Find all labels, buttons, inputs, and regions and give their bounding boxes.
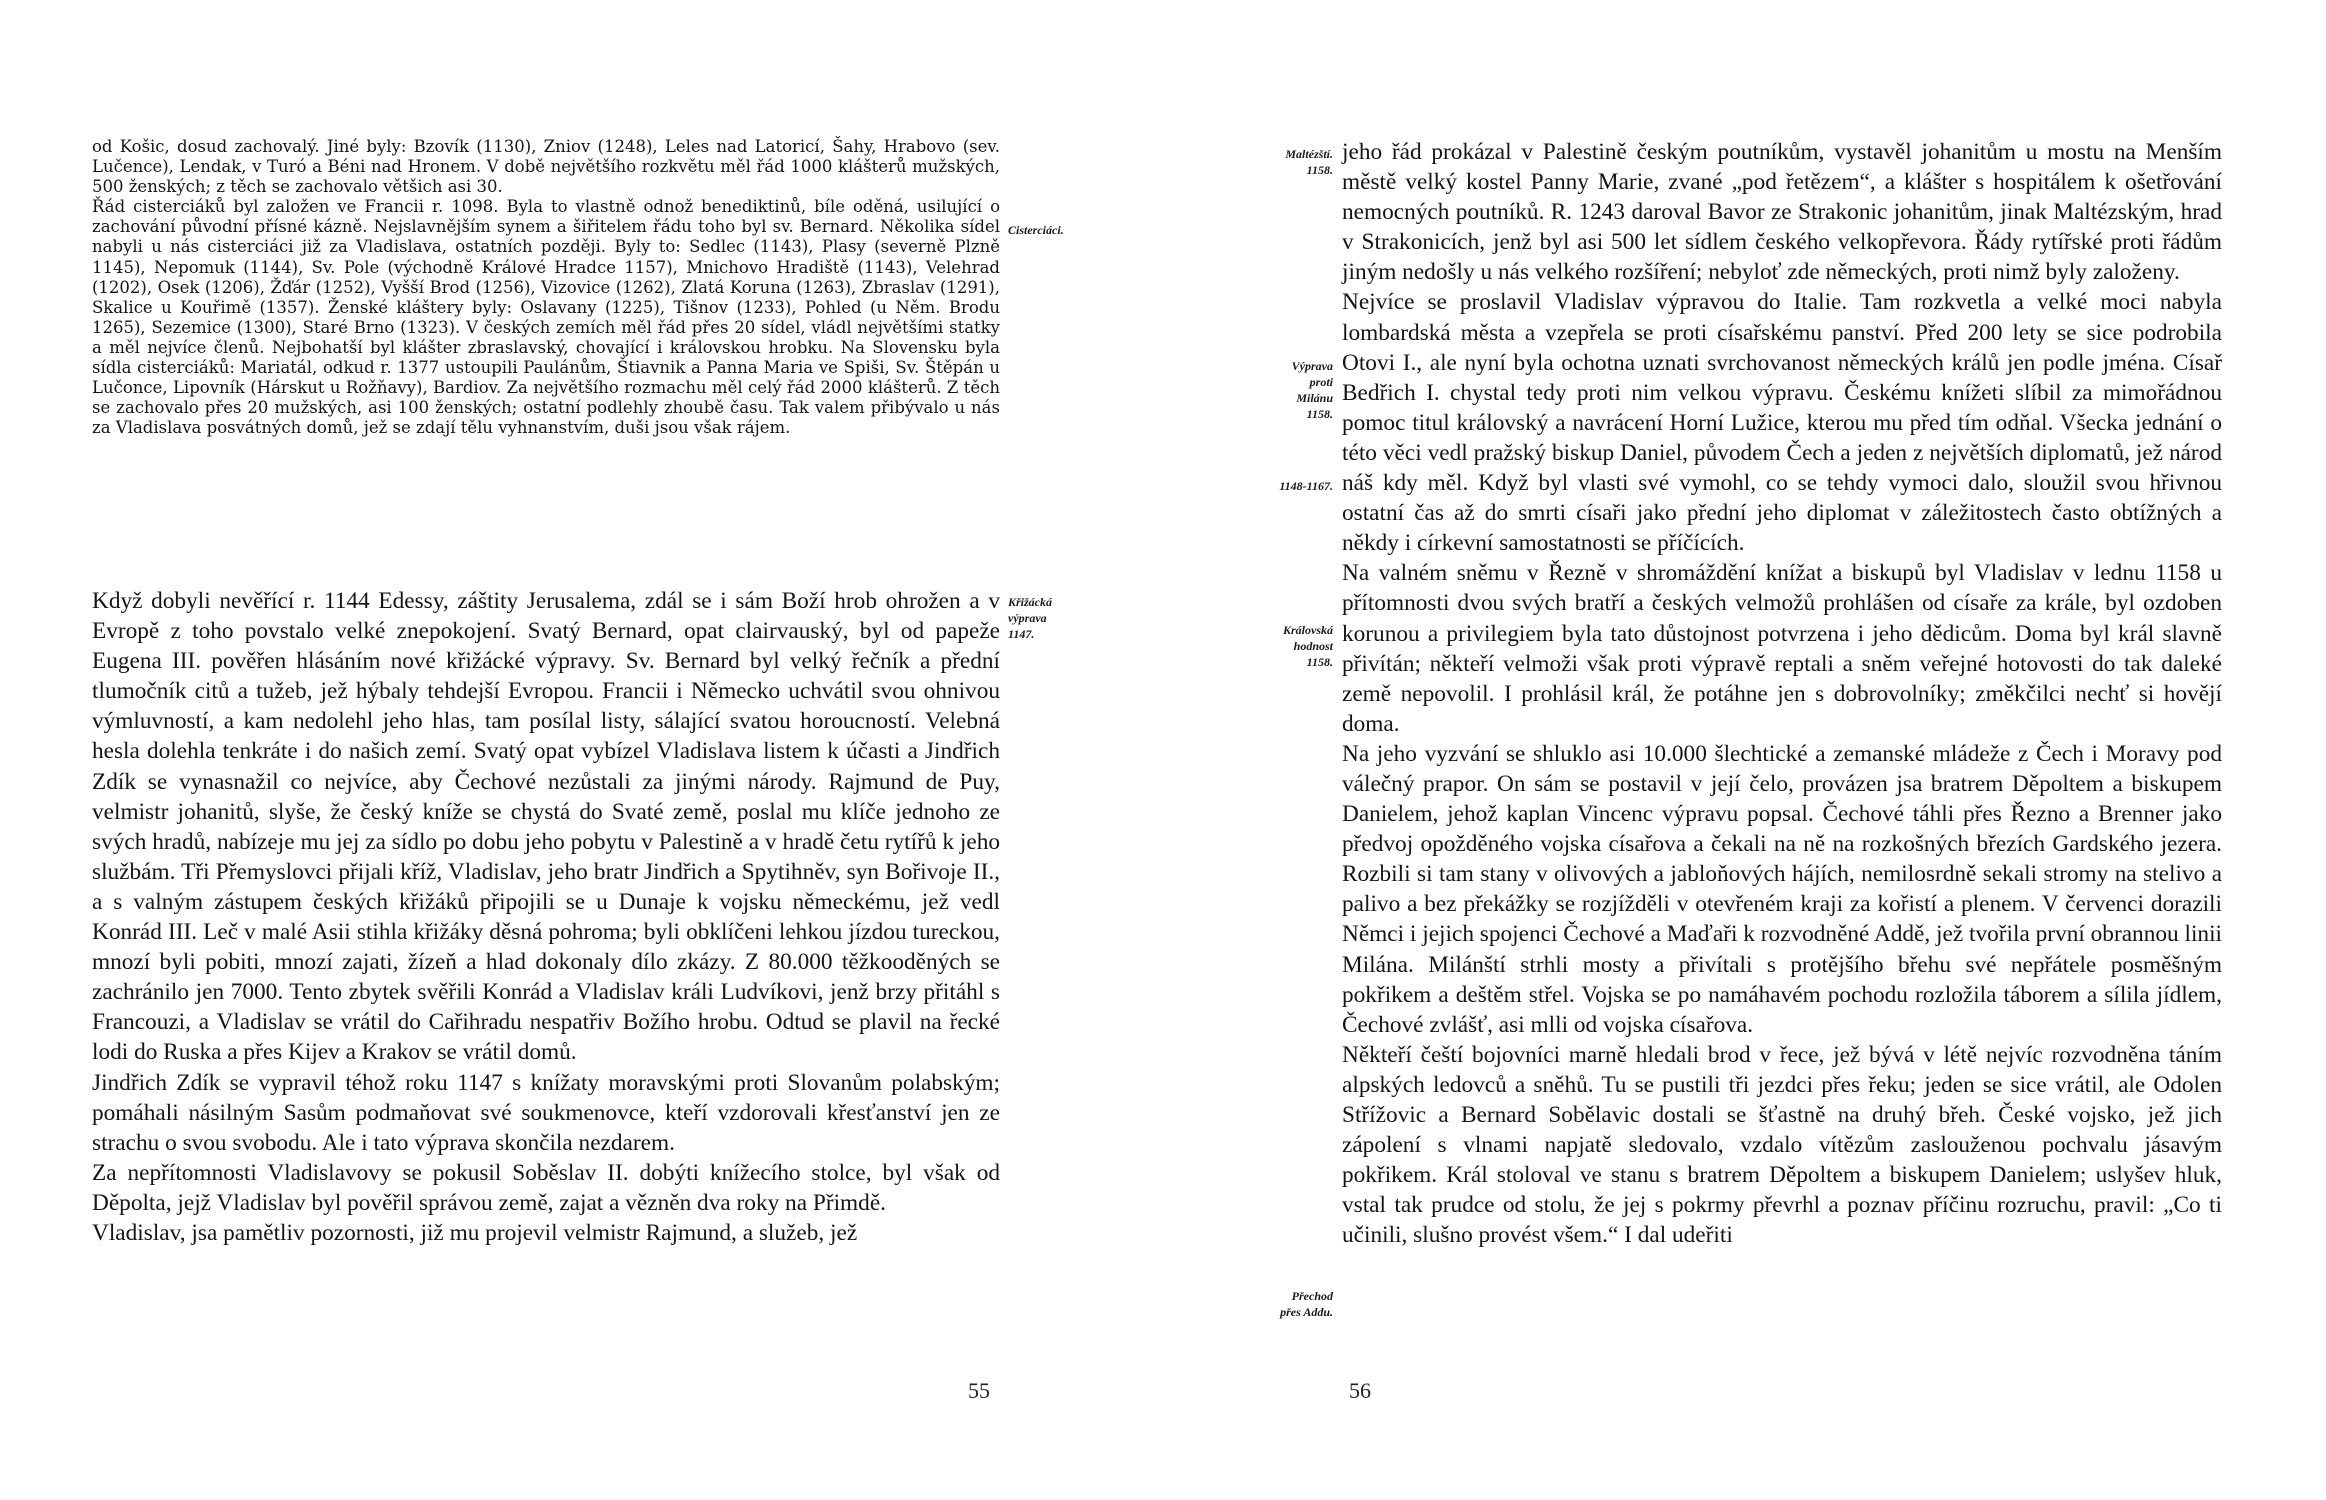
margin-note-years: 1148-1167. [1279,479,1333,493]
right-page [1163,0,2326,1500]
margin-note-cistercians: Cisterciáci. [1008,223,1064,237]
body-paragraph: Na valném sněmu v Řezně v shromáždění knížat a biskupů byl Vladislav v lednu 1158 u přítomnosti dvou svých bratří a českých velmožů prohlášen od císaře za krále, byl ozdoben korunou a privilegiem byla tato důstojnost potvrzena i jeho dědicům. Doma byl král slavně přivítán; někteří velmoži však proti výpravě reptali a sněm veřejné hotovosti do tak daleké země nepovolil. I prohlásil král, že potáhne jen s dobrovolníky; změkčilci nechť si hovějí doma. [1342,560,2222,737]
body-paragraph: Někteří čeští bojovníci marně hledali brod v řece, jež bývá v létě nejvíc rozvodněna táním alpských ledovců a sněhů. Tu se pustili tři jezdci přes řeku; jeden se sice vrátil, ale Odolen Střížovic a Bernard Sobělavic dostali se šťastně na druhý břeh. České vojsko, jež jich zápolení s vlnami napjatě sledovalo, vzdalo vítězům zaslouženou pochvalu jásavým pokřikem. Král stoloval ve stanu s bratrem Děpoltem a biskupem Danielem; uslyšev hluk, vstal tak prudce od stolu, že jej s pokrmy převrhl a poznav příčinu rozruchu, pravil: „Co ti učinili, slušno provést všem.“ I dal udeřiti [1342,1041,2222,1249]
margin-note-adda: Přechod přes Addu. [1280,1289,1333,1319]
body-paragraph: jeho řád prokázal v Palestině českým poutníkům, vystavěl johanitům u mostu na Menším městě velký kostel Panny Marie, zvané „pod řetězem“, a klášter s hospitálem k ošetřování nemocných poutníků. R. 1243 daroval Bavor ze Strakonic johanitům, jinak Maltézským, hrad v Strakonicích, jenž byl asi 500 let sídlem českého velkopřevora. Řády rytířské proti řádům jiným nedošly u nás velkého rozšíření; nebyloť zde německých, proti nimž byly založeny. [1342,139,2222,286]
margin-note-maltese: Maltézští. 1158. [1285,147,1333,177]
page-number-left: 55 [968,1378,990,1403]
small-paragraph: od Košic, dosud zachovalý. Jiné byly: Bzovík (1130), Zniov (1248), Leles nad Latoricí, Šahy, Hrabovo (sev. Lučence), Lendak, v Turó a Béni nad Hronem. V době největšího rozkvětu měl řád 1000 klášterů mužských, 500 ženských; z těch se zachovalo většich asi 30. [92,137,1000,197]
margin-note-milan: Výprava proti Milánu 1158. [1291,359,1333,421]
margin-note-royal: Královská hodnost 1158. [1282,623,1333,669]
small-paragraph: Řád cisterciáků byl založen ve Francii r. 1098. Byla to vlastně odnož benediktinů, bíle oděná, usilující o zachování původní přísné kázně. Nejslavnějším synem a šiřitelem řádu toho byl sv. Bernard. Několika sídel nabyli u nás cisterciáci již za Vladislava, ostatních později. Byly to: Sedlec (1143), Plasy (severně Plzně 1145), Nepomuk (1144), Sv. Pole (východně Králové Hradce 1157), Mnichovo Hradiště (1143), Velehrad (1202), Osek (1206), Žďár (1252), Vyšší Brod (1256), Vizovice (1262), Zlatá Koruna (1263), Zbraslav (1291), Skalice u Kouřimě (1357). Ženské kláštery byly: Oslavany (1225), Tišnov (1233), Pohled (u Něm. Brodu 1265), Sezemice (1300), Staré Brno (1323). V českých zemích měl řád přes 20 sídel, vládl největšími statky a měl nejvíce členů. Nejbohatší byl klášter zbraslavský, chovající i královskou hrobku. Na Slovensku byla sídla cisterciáků: Mariatál, odkud r. 1377 ustoupili Paulánům, Štiavnik a Panna Maria ve Spiši, Sv. Štěpán u Lučonce, Lipovník (Hárskut u Rožňavy), Bardiov. Za největšího rozmachu měl celý řád 2000 klášterů. Z těch se zachovalo přes 20 mužských, asi 100 ženských; ostatní podlehly zhoubě času. Tak valem přibývalo u nás za Vladislava posvátných domů, jež se zdají tělu vyhnanstvím, duši jsou však rájem. [92,197,1000,438]
body-paragraph: Nejvíce se proslavil Vladislav výpravou do Italie. Tam rozkvetla a velké moci nabyla lombardská města a vzepřela se proti císařskému panství. Před 200 lety se sice podrobila Otovi I., ale nyní byla ochotna uznati svrchovanost německých králů jen podle jména. Císař Bedřich I. chystal tedy proti nim velkou výpravu. Českému knížeti slíbil za mimořádnou pomoc titul královský a navrácení Horní Lužice, kterou mu před tím odňal. Všecka jednání o této věci vedl pražský biskup Daniel, původem Čech a jeden z největších diplomatů, jež národ náš kdy měl. Když byl vlasti své vymohl, co se tehdy vymoci dalo, sloužil svou hřivnou ostatní čas až do smrti císaři jako přední jeho diplomat v záležitostech často obtížných a někdy i církevní samostatnosti se příčících. [1342,289,2222,557]
page-number-right: 56 [1349,1378,1371,1403]
margin-note-crusade: Křižácká výprava 1147. [1008,595,1053,641]
body-paragraph: Na jeho vyzvání se shluklo asi 10.000 šlechtické a zemanské mládeže z Čech i Moravy pod válečný prapor. On sám se postavil v její čelo, provázen jsa bratrem Děpoltem a biskupem Danielem, jehož kaplan Vincenc výpravu popsal. Čechové táhli přes Řezno a Brenner jako předvoj opožděného vojska císařova a čekali na ně na rozkošných březích Gardského jezera. Rozbili si tam stany v olivových a jabloňových hájích, nemilosrdně sekali stromy na stelivo a palivo a bez překážky se rozjížděli v otevřeném kraji za kořistí a plenem. V červenci dorazili Němci i jejich spojenci Čechové a Maďaři k rozvodněné Addě, jež tvořila první obrannou linii Milána. Milánští strhli mosty a přivítali s protějšího břehu své nepřátele posměšným pokřikem a deštěm střel. Vojska se po namáhavém pochodu rozložila táborem a sílila jídlem, Čechové zvlášť, asi mlli od vojska císařova. [1342,740,2223,1038]
body-paragraph: Vladislav, jsa pamětliv pozornosti, již mu projevil velmistr Rajmund, a služeb, jež [92,1219,858,1246]
main-text-section [1342,137,2222,1250]
body-paragraph: Za nepřítomnosti Vladislavovy se pokusil Soběslav II. dobýti knížecího stolce, byl však od Děpolta, jejž Vladislav byl pověřil správou země, zajat a vězněn dva roky na Přimdě. [92,1159,1000,1216]
main-text-section [92,586,1000,1248]
small-print-section [92,137,1000,438]
body-paragraph: Když dobyli nevěřící r. 1144 Edessy, záštity Jerusalema, zdál se i sám Boží hrob ohrožen a v Evropě z toho povstalo velké znepokojení. Svatý Bernard, opat clairvauský, byl od papeže Eugena III. pověřen hlásáním nové křižácké výpravy. Sv. Bernard byl velký řečník a přední tlumočník citů a tužeb, jež hýbaly tehdejší Evropou. Francii i Německo uchvátil svou ohnivou výmluvností, a kam nedolehl jeho hlas, tam posílal listy, sálající svatou horoucností. Velebná hesla dolehla tenkráte i do našich zemí. Svatý opat vybízel Vladislava listem k účasti a Jindřich Zdík se vynasnažil co nejvíce, aby Čechové nezůstali za jinými národy. Rajmund de Puy, velmistr johanitů, slyše, že český kníže se chystá do Svaté země, poslal mu klíče jednoho ze svých hradů, nabízeje mu jej za sídlo po dobu jeho pobytu v Palestině a v hradě četu rytířů k jeho službám. Tři Přemyslovci přijali kříž, Vladislav, jeho bratr Jindřich a Spytihněv, syn Bořivoje II., a s valným zástupem českých křižáků připojili se u Dunaje k vojsku německému, jež vedl Konrád III. Leč v malé Asii stihla křižáky děsná pohroma; byli obklíčeni lehkou jízdou tureckou, mnozí byli pobiti, mnozí zajati, žízeň a hlad dokonaly dílo zkázy. Z 80.000 těžkooděných se zachránilo jen 7000. Tento zbytek svěřili Konrád a Vladislav králi Ludvíkovi, jenž brzy přitáhl s Francouzi, a Vladislav se vrátil do Cařihradu nespatřiv Božího hrobu. Odtud se plavil na řecké lodi do Ruska a přes Kijev a Krakov se vrátil domů. [92,588,1000,1066]
body-paragraph: Jindřich Zdík se vypravil téhož roku 1147 s knížaty moravskými proti Slovanům polabským; pomáhali násilným Sasům podmaňovat své soukmenovce, kteří vzdorovali křesťanství jen ze strachu o svou svobodu. Ale i tato výprava skončila nezdarem. [92,1069,1000,1156]
